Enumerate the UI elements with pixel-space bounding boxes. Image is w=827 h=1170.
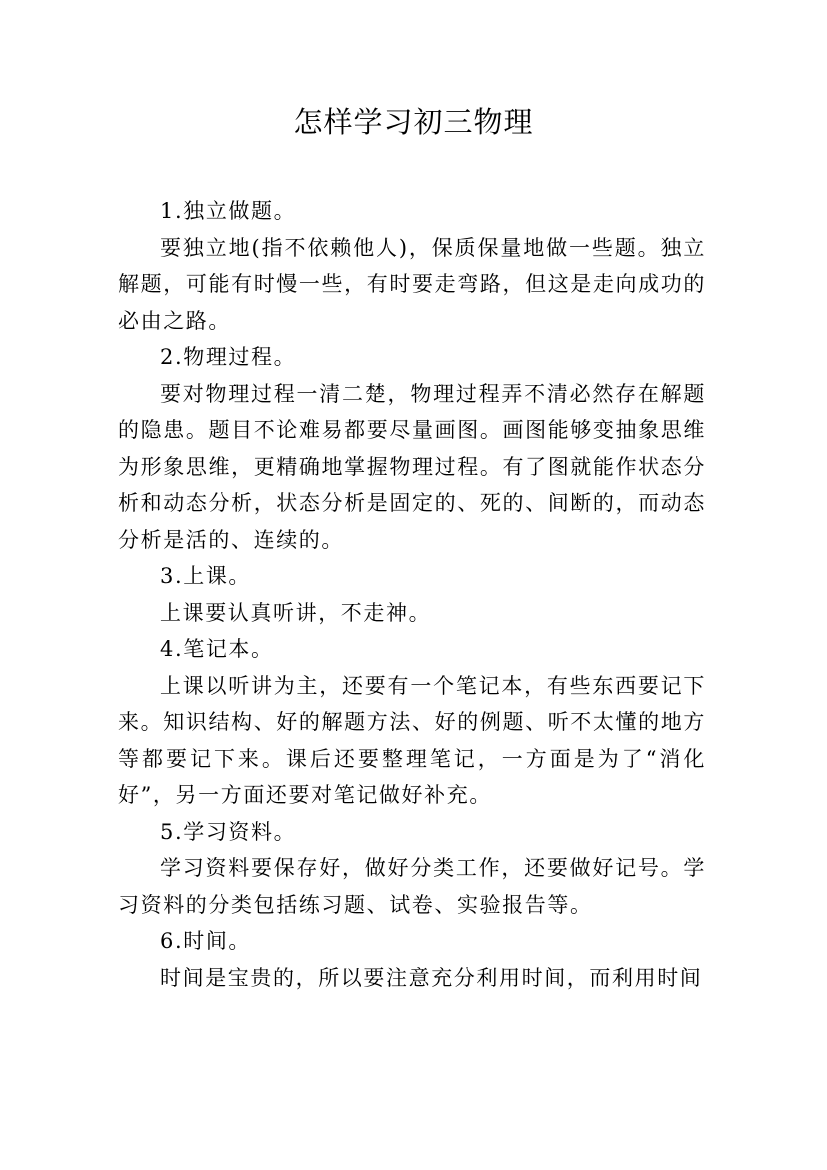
heading-physical-process: 2.物理过程。 <box>160 345 297 369</box>
paragraph-notebook: 上课以听讲为主，还要有一个笔记本，有些东西要记下来。知识结构、好的解题方法、好的例题、听不太懂的地方等都要记下来。课后还要整理笔记，一方面是为了“消化好”，另一方面还要对笔记做好补充。 <box>118 673 706 807</box>
heading-class: 3.上课。 <box>160 564 252 588</box>
heading-time: 6.时间。 <box>160 929 252 953</box>
paragraph-physical-process: 要对物理过程一清二楚，物理过程弄不清必然存在解题的隐患。题目不论难易都要尽量画图。画图能够变抽象思维为形象思维，更精确地掌握物理过程。有了图就能作状态分析和动态分析，状态分析是固定的、死的、间断的，而动态分析是活的、连续的。 <box>118 381 706 552</box>
paragraph-study-materials: 学习资料要保存好，做好分类工作，还要做好记号。学习资料的分类包括练习题、试卷、实验报告等。 <box>118 856 706 917</box>
heading-study-materials: 5.学习资料。 <box>160 819 297 844</box>
document-body <box>118 193 706 996</box>
heading-independent-work: 1.独立做题。 <box>160 199 297 223</box>
document-title: 怎样学习初三物理 <box>293 105 534 139</box>
paragraph-independent-work: 要独立地(指不依赖他人)，保质保量地做一些题。独立解题，可能有时慢一些，有时要走弯路，但这是走向成功的必由之路。 <box>118 235 706 333</box>
heading-notebook: 4.笔记本。 <box>160 637 274 661</box>
paragraph-class: 上课要认真听讲，不走神。 <box>160 600 432 625</box>
paragraph-time: 时间是宝贵的，所以要注意充分利用时间，而利用时间 <box>160 965 703 990</box>
